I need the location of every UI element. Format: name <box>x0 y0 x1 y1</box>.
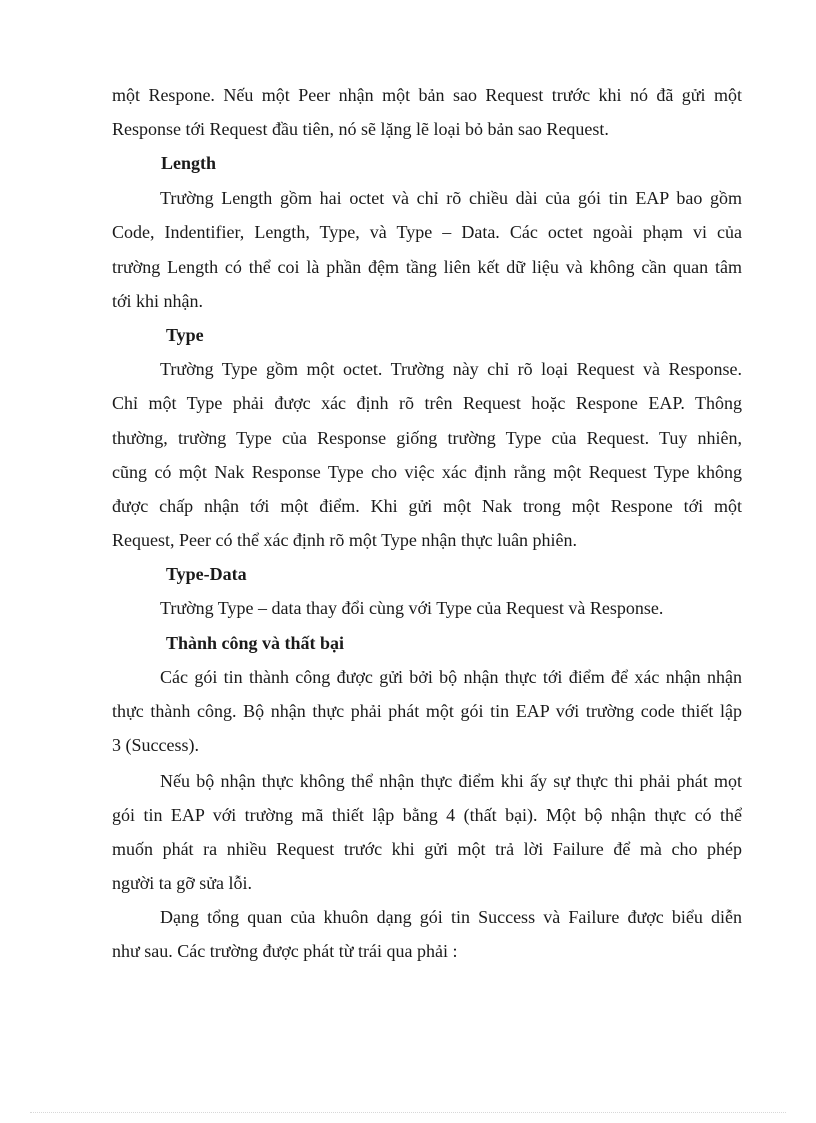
paragraph-length-line: Trường Length gồm hai octet và chỉ rõ chiều dài của gói tin EAP bao gồm <box>160 188 742 208</box>
paragraph-success-line: 3 (Success). <box>112 735 199 755</box>
paragraph-failure-line: gói tin EAP với trường mã thiết lập bằng 4 (thất bại). Một bộ nhận thực có thể <box>112 805 742 825</box>
heading-type-data: Type-Data <box>166 564 247 584</box>
heading-length: Length <box>161 153 217 173</box>
paragraph-format-line: như sau. Các trường được phát từ trái qua phải : <box>112 941 458 961</box>
paragraph-failure-line: Nếu bộ nhận thực không thể nhận thực điểm khi ấy sự thực thi phải phát mọt <box>160 771 742 791</box>
paragraph-type-line: Chỉ một Type phải được xác định rõ trên Request hoặc Respone EAP. Thông <box>112 393 742 413</box>
paragraph-type-line: cũng có một Nak Response Type cho việc xác định rằng một Request Type không <box>112 462 742 482</box>
paragraph-failure-line: người ta gỡ sửa lỗi. <box>112 873 253 893</box>
paragraph-type-data-line: Trường Type – data thay đổi cùng với Type của Request và Response. <box>160 598 664 618</box>
paragraph-intro-line: một Respone. Nếu một Peer nhận một bản sao Request trước khi nó đã gửi một <box>112 85 742 105</box>
paragraph-length-line: tới khi nhận. <box>112 291 204 311</box>
heading-type: Type <box>166 325 204 345</box>
paragraph-success-line: thực thành công. Bộ nhận thực phải phát một gói tin EAP với trường code thiết lập <box>112 701 742 721</box>
paragraph-failure-line: muốn phát ra nhiều Request trước khi gửi một trả lời Failure để mà cho phép <box>112 839 742 859</box>
heading-success-failure: Thành công và thất bại <box>166 633 345 653</box>
paragraph-type-line: được chấp nhận tới một điểm. Khi gửi một Nak trong một Respone tới một <box>112 496 742 516</box>
paragraph-intro-line: Response tới Request đầu tiên, nó sẽ lặng lẽ loại bỏ bản sao Request. <box>112 119 609 139</box>
paragraph-type-line: Trường Type gồm một octet. Trường này chỉ rõ loại Request và Response. <box>160 359 742 379</box>
paragraph-type-line: Request, Peer có thể xác định rõ một Type nhận thực luân phiên. <box>112 530 578 550</box>
paragraph-type-line: thường, trường Type của Response giống trường Type của Request. Tuy nhiên, <box>112 428 742 448</box>
paragraph-format-line: Dạng tổng quan của khuôn dạng gói tin Success và Failure được biểu diễn <box>160 907 742 927</box>
paragraph-length-line: Code, Indentifier, Length, Type, và Type – Data. Các octet ngoài phạm vi của <box>112 222 742 242</box>
paragraph-length-line: trường Length có thể coi là phần đệm tầng liên kết dữ liệu và không cần quan tâm <box>112 257 742 277</box>
paragraph-success-line: Các gói tin thành công được gửi bởi bộ nhận thực tới điểm để xác nhận nhận <box>160 667 742 687</box>
page-bottom-divider <box>30 1112 786 1113</box>
